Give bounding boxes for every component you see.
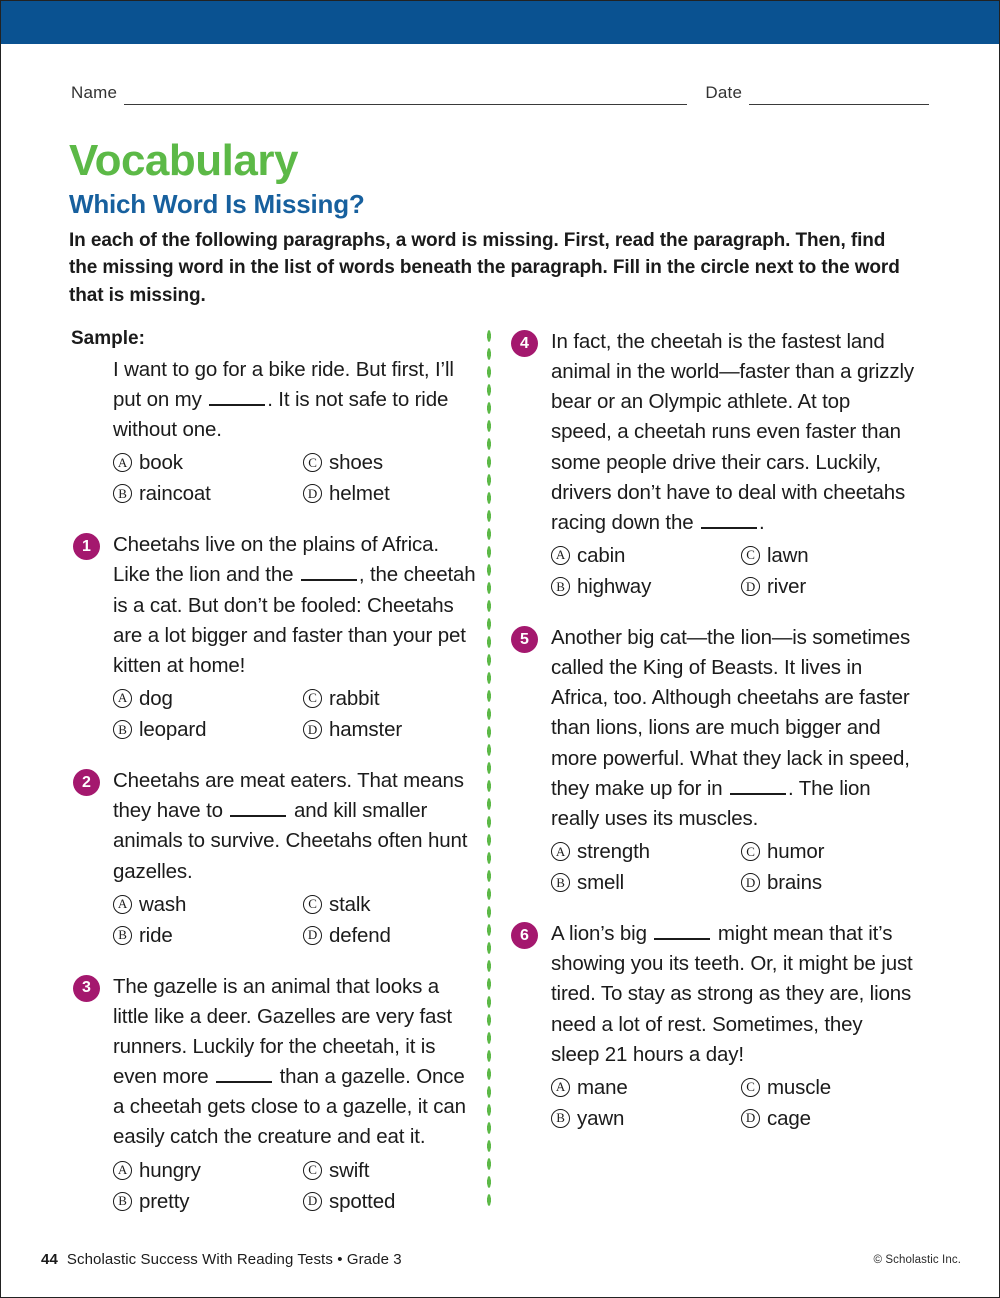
question-3 <box>71 972 476 1216</box>
choice-option-d[interactable] <box>741 1104 914 1133</box>
footer-copyright: © Scholastic Inc. <box>873 1254 961 1266</box>
question-choices <box>551 837 914 897</box>
choice-label-c: rabbit <box>329 686 380 710</box>
question-body <box>113 972 476 1216</box>
answer-blank <box>701 510 757 529</box>
sample-choices <box>113 448 476 508</box>
choice-option-a[interactable] <box>113 448 303 477</box>
date-write-line[interactable] <box>749 103 929 105</box>
choice-label-a: mane <box>577 1075 628 1099</box>
question-2 <box>71 766 476 950</box>
bubble-icon-c[interactable]: C <box>303 895 322 914</box>
question-text-part-2: and kill smaller animals to survive. Cheetahs often hunt gazelles. <box>113 799 468 883</box>
choice-option-c[interactable] <box>741 1073 914 1102</box>
footer-book-title: Scholastic Success With Reading Tests • Grade 3 <box>66 1251 402 1268</box>
choice-option-d[interactable] <box>303 715 476 744</box>
name-label: Name <box>71 83 118 102</box>
name-write-line[interactable] <box>124 103 687 105</box>
choice-option-d[interactable] <box>741 572 914 601</box>
choice-option-c[interactable] <box>303 684 476 713</box>
bubble-icon-c[interactable]: C <box>741 842 760 861</box>
question-number-badge: 4 <box>511 330 538 357</box>
sample-body <box>113 355 476 509</box>
question-number-badge: 1 <box>73 533 100 560</box>
choice-label-d: hamster <box>329 718 403 742</box>
bubble-icon-b[interactable]: B <box>551 873 570 892</box>
question-text-part-1: Cheetahs live on the plains of Africa. Like the lion and the <box>113 533 439 587</box>
choice-label-d: helmet <box>329 482 390 506</box>
question-text-part-1: In fact, the cheetah is the fastest land animal in the world—faster than a grizzly bear or an Olympic athlete. At top speed, a cheetah runs even faster than some people drive their cars. Luckily, drivers don’t have to deal with cheetahs racing down the <box>551 330 915 534</box>
choice-option-b[interactable] <box>113 921 303 950</box>
left-column <box>71 327 476 1216</box>
bubble-icon-c[interactable]: C <box>303 453 322 472</box>
column-divider-dotted <box>486 327 492 1207</box>
question-choices <box>113 684 476 744</box>
question-paragraph <box>551 623 914 834</box>
question-text-part-1: A lion’s big <box>551 922 653 946</box>
choice-label-b: highway <box>577 574 652 598</box>
bubble-icon-a[interactable]: A <box>551 842 570 861</box>
answer-blank <box>730 776 786 795</box>
choice-option-b[interactable] <box>551 572 741 601</box>
choice-label-a: cabin <box>577 543 626 567</box>
answer-blank <box>209 387 265 406</box>
question-5 <box>509 623 914 897</box>
choice-option-a[interactable] <box>551 541 741 570</box>
choice-option-d[interactable] <box>741 868 914 897</box>
choice-option-d[interactable] <box>303 1187 476 1216</box>
choice-option-a[interactable] <box>113 1156 303 1185</box>
answer-blank <box>230 798 286 817</box>
bubble-icon-b[interactable]: B <box>551 1109 570 1128</box>
question-4 <box>509 327 914 601</box>
question-number-badge: 6 <box>511 922 538 949</box>
bubble-icon-d[interactable]: D <box>741 873 760 892</box>
choice-label-a: book <box>139 451 183 475</box>
bubble-icon-d[interactable]: D <box>303 1192 322 1211</box>
bubble-icon-c[interactable]: C <box>303 689 322 708</box>
choice-label-d: spotted <box>329 1189 396 1213</box>
choice-label-b: smell <box>577 871 625 895</box>
bubble-icon-c[interactable]: C <box>741 546 760 565</box>
choice-label-b: raincoat <box>139 482 211 506</box>
choice-label-d: river <box>767 574 807 598</box>
bubble-icon-a[interactable]: A <box>551 1078 570 1097</box>
choice-option-c[interactable] <box>303 890 476 919</box>
choice-label-c: humor <box>767 839 825 863</box>
lesson-title: Which Word Is Missing? <box>69 189 365 219</box>
choice-label-c: shoes <box>329 451 383 475</box>
question-body <box>113 766 476 950</box>
choice-option-c[interactable] <box>741 541 914 570</box>
sample-text-part-2: . It is not safe to ride without one. <box>113 387 449 441</box>
choice-option-d[interactable] <box>303 921 476 950</box>
question-text-part-2: , the cheetah is a cat. But don’t be fooled: Cheetahs are a lot bigger and faster than your pet kitten at home! <box>113 563 476 677</box>
question-paragraph <box>551 919 914 1070</box>
question-paragraph <box>113 530 476 681</box>
question-choices <box>551 541 914 601</box>
choice-option-a[interactable] <box>113 890 303 919</box>
date-label: Date <box>705 83 743 102</box>
question-number-badge: 2 <box>73 769 100 796</box>
choice-option-a[interactable] <box>113 684 303 713</box>
choice-option-d[interactable] <box>303 479 476 508</box>
bubble-icon-a[interactable]: A <box>113 1161 132 1180</box>
sample-text-part-1: I want to go for a bike ride. But first, I’ll put on my <box>113 357 454 411</box>
choice-option-a[interactable] <box>551 1073 741 1102</box>
question-body <box>551 623 914 897</box>
choice-option-b[interactable] <box>551 1104 741 1133</box>
choice-label-a: strength <box>577 839 650 863</box>
choice-option-b[interactable] <box>551 868 741 897</box>
question-text-part-1: Another big cat—the lion—is sometimes called the King of Beasts. It lives in Africa, too. Although cheetahs are faster than lions, lions are much bigger and more powerful. What they lack in speed, they make up for in <box>551 626 911 800</box>
question-text-part-2: . <box>759 510 765 534</box>
choice-option-b[interactable] <box>113 715 303 744</box>
question-text-part-1: The gazelle is an animal that looks a little like a deer. Gazelles are very fast runners. Luckily for the cheetah, it is even more <box>113 974 452 1089</box>
bubble-icon-b[interactable]: B <box>551 577 570 596</box>
question-text-part-2: than a gazelle. Once a cheetah gets close to a gazelle, it can easily catch the creature and eat it. <box>113 1065 466 1149</box>
bubble-icon-b[interactable]: B <box>113 720 132 739</box>
right-column <box>509 327 914 1133</box>
question-body <box>551 919 914 1133</box>
footer-book-info <box>41 1251 402 1268</box>
choice-option-c[interactable] <box>303 448 476 477</box>
bubble-icon-d[interactable]: D <box>741 577 760 596</box>
answer-blank <box>301 563 357 582</box>
choice-label-d: brains <box>767 871 822 895</box>
choice-label-c: muscle <box>767 1075 832 1099</box>
choice-label-a: wash <box>139 892 187 916</box>
bubble-icon-c[interactable]: C <box>741 1078 760 1097</box>
bubble-icon-d[interactable]: D <box>303 926 322 945</box>
question-text-part-2: might mean that it’s showing you its teeth. Or, it might be just tired. To stay as strong as they are, lions need a lot of rest. Sometimes, they sleep 21 hours a day! <box>551 922 913 1066</box>
question-body <box>113 530 476 744</box>
instructions-text: In each of the following paragraphs, a word is missing. First, read the paragraph. Then, find the missing word in the list of words beneath the paragraph. Fill in the circle next to the word that is missing. <box>69 230 900 306</box>
choice-label-b: pretty <box>139 1189 190 1213</box>
footer-page-number: 44 <box>41 1251 58 1268</box>
choice-label-b: ride <box>139 923 173 947</box>
answer-blank <box>654 921 710 940</box>
question-choices <box>113 1156 476 1216</box>
choice-option-c[interactable] <box>303 1156 476 1185</box>
question-6 <box>509 919 914 1133</box>
choice-label-d: cage <box>767 1106 811 1130</box>
choice-option-b[interactable] <box>113 479 303 508</box>
question-text-part-2: . The lion really uses its muscles. <box>551 776 871 830</box>
bubble-icon-b[interactable]: B <box>113 926 132 945</box>
question-body <box>551 327 914 601</box>
sample-block <box>71 327 476 508</box>
choice-option-a[interactable] <box>551 837 741 866</box>
question-choices <box>551 1073 914 1133</box>
question-text-part-1: Cheetahs are meat eaters. That means they have to <box>113 769 464 823</box>
question-number-badge: 3 <box>73 975 100 1002</box>
bubble-icon-a[interactable]: A <box>551 546 570 565</box>
choice-label-c: swift <box>329 1158 370 1182</box>
choice-option-c[interactable] <box>741 837 914 866</box>
choice-label-a: hungry <box>139 1158 201 1182</box>
choice-label-a: dog <box>139 686 173 710</box>
page-footer <box>1 1251 1000 1271</box>
page-title: Vocabulary <box>69 136 298 185</box>
sample-label: Sample: <box>71 328 145 349</box>
choice-option-b[interactable] <box>113 1187 303 1216</box>
choice-label-c: lawn <box>767 543 809 567</box>
bubble-icon-a[interactable]: A <box>113 689 132 708</box>
choice-label-d: defend <box>329 923 391 947</box>
bubble-icon-b[interactable]: B <box>113 1192 132 1211</box>
bubble-icon-d[interactable]: D <box>741 1109 760 1128</box>
choice-label-b: yawn <box>577 1106 625 1130</box>
question-choices <box>113 890 476 950</box>
bubble-icon-c[interactable]: C <box>303 1161 322 1180</box>
answer-blank <box>216 1064 272 1083</box>
question-paragraph <box>113 766 476 887</box>
top-banner-bar <box>1 1 1000 44</box>
bubble-icon-a[interactable]: A <box>113 895 132 914</box>
bubble-icon-d[interactable]: D <box>303 720 322 739</box>
choice-label-b: leopard <box>139 718 207 742</box>
question-1 <box>71 530 476 744</box>
bubble-icon-b[interactable]: B <box>113 484 132 503</box>
bubble-icon-d[interactable]: D <box>303 484 322 503</box>
question-number-badge: 5 <box>511 626 538 653</box>
name-date-row <box>71 79 931 105</box>
sample-paragraph <box>113 355 476 445</box>
choice-label-c: stalk <box>329 892 371 916</box>
question-paragraph <box>113 972 476 1153</box>
bubble-icon-a[interactable]: A <box>113 453 132 472</box>
question-paragraph <box>551 327 914 538</box>
